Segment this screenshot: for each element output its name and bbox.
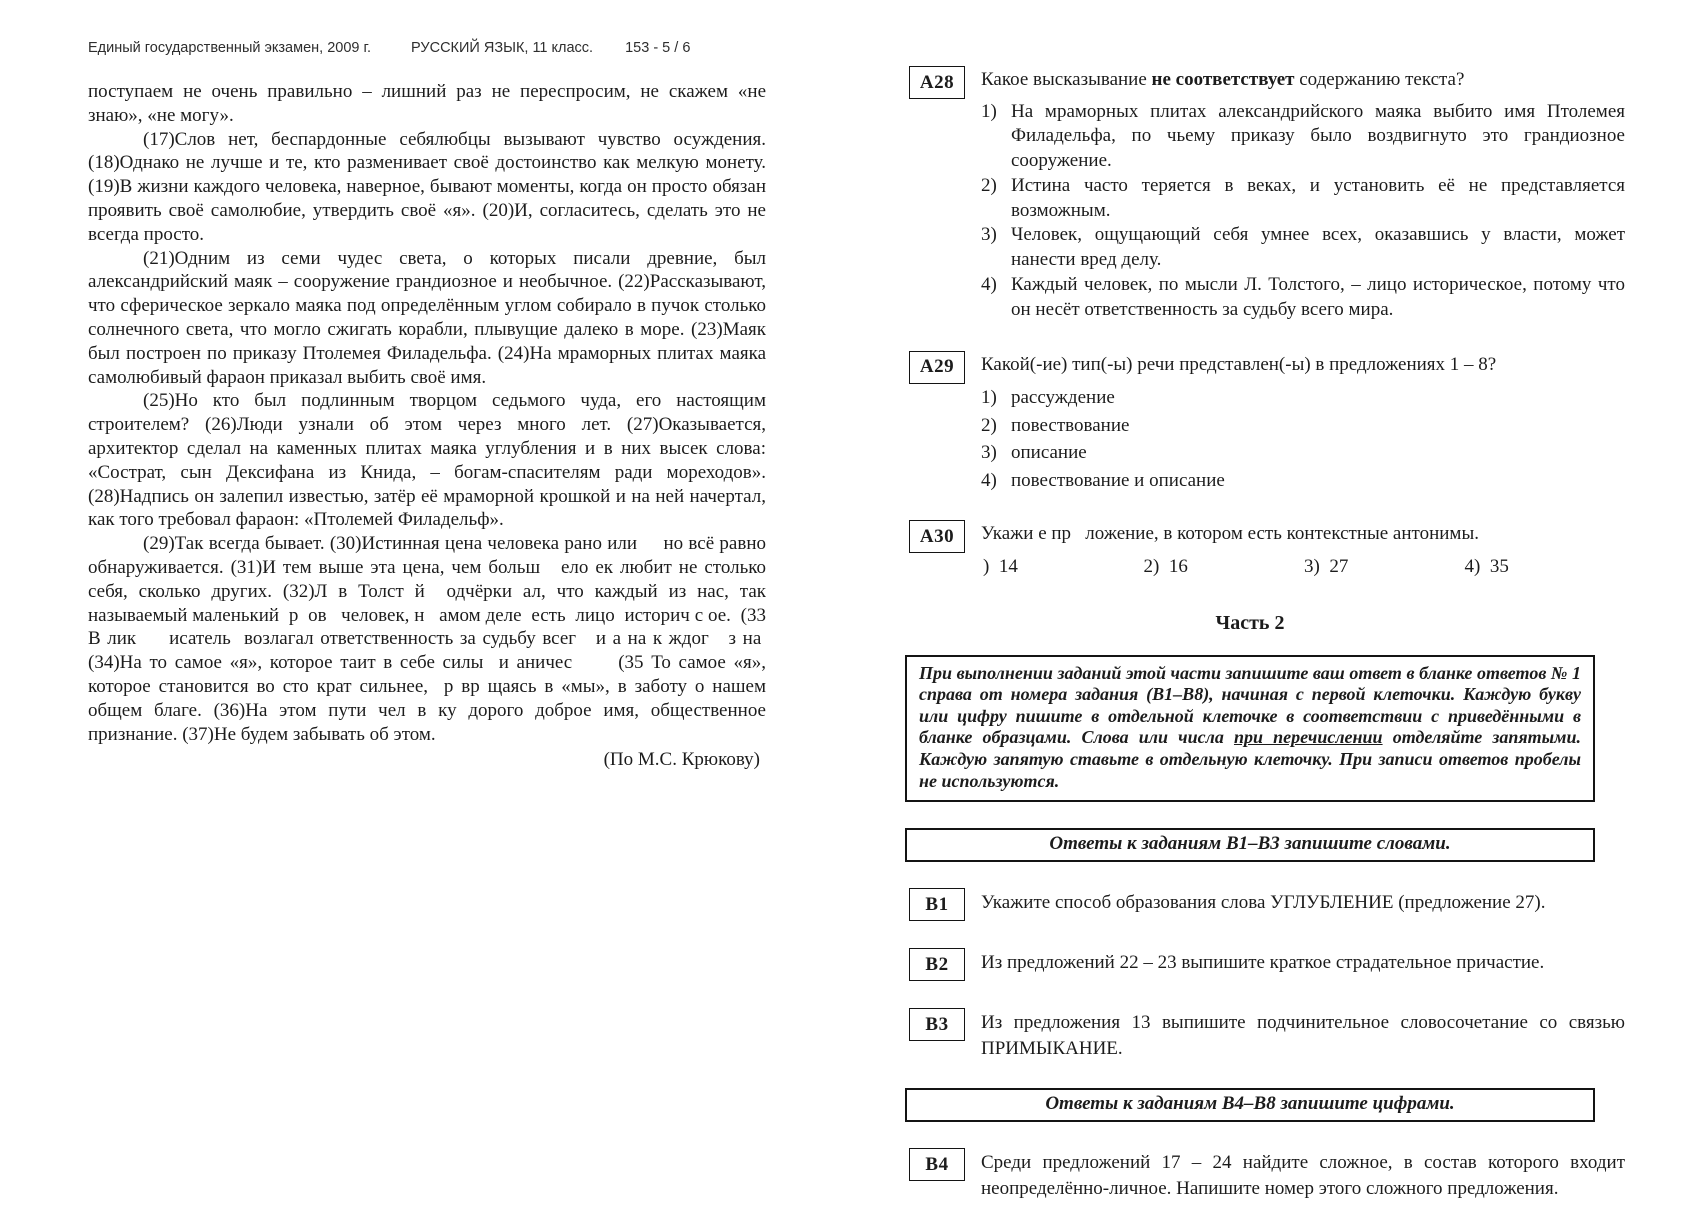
option-text: На мраморных плитах александрийского маяка выбито имя Птолемея Филадельфа, по чьему приказу было воздвигнуто это грандиозное сооружение. [1011, 100, 1625, 172]
answer-option: 4) 35 [1464, 555, 1509, 577]
part2-instructions [905, 655, 1595, 803]
option-text: Человек, ощущающий себя умнее всех, оказавшись у власти, может нанести вред делу. [1011, 224, 1625, 271]
answer-option [981, 412, 1625, 440]
passage-paragraph: (25)Но кто был подлинным творцом седьмого чуда, его настоящим строителем? (26)Люди узнали об этом через много лет. (27)Оказывается, архитектор сделал на каменных плитах маяка углубления и в них высек слова: «Сострат, сын Дексифана из Книда, – богам-спасителям ради мореходов». (28)Надпись он залепил известью, затёр её мраморной крошкой и на ней начертал, как того требовал фараон: «Птолемей Филадельф». [88, 390, 766, 531]
task-b4 [855, 1148, 1625, 1202]
banner-b4-b8: Ответы к заданиям В4–В8 запишите цифрами. [905, 1088, 1595, 1122]
part2-instructions-post: отделяйте запятыми. Каждую запятую ставьте в отдельную клеточку. При записи ответов пробелы не используются. [919, 727, 1581, 791]
task-b1 [855, 888, 1625, 921]
question-a29-label: А29 [909, 351, 965, 384]
part2-instructions-underlined: при перечислении [1233, 727, 1383, 748]
task-b2-text: Из предложений 22 – 23 выпишите краткое страдательное причастие. [981, 952, 1545, 974]
answer-option: 2) 16 [1143, 555, 1188, 577]
task-b1-text: Укажите способ образования слова УГЛУБЛЕНИЕ (предложение 27). [981, 892, 1546, 914]
header-subject: РУССКИЙ ЯЗЫК, 11 класс. [411, 40, 594, 56]
question-a28-options [981, 100, 1625, 323]
question-a28-text-post: содержанию текста? [1294, 69, 1465, 90]
task-b4-content [981, 1148, 1625, 1202]
passage-paragraph: (17)Слов нет, беспардонные себялюбцы вызывают чувство осуждения. (18)Однако не лучше и те, кто разменивает своё достоинство как мелкую монету. (19)В жизни каждого человека, наверное, бывают моменты, когда он просто обязан проявить своё самолюбие, утвердить своё «я». (20)И, согласитесь, сделать это не всегда просто. [88, 128, 766, 245]
task-b3 [855, 1008, 1625, 1062]
question-a30 [855, 520, 1625, 578]
question-a30-options [981, 556, 1625, 578]
task-b1-content [981, 888, 1625, 921]
task-b2-content [981, 948, 1625, 981]
option-text: Каждый человек, по мысли Л. Толстого, – лицо историческое, потому что он несёт ответственность за судьбу всего мира. [1011, 274, 1625, 320]
task-b4-label: В4 [909, 1148, 965, 1181]
task-b1-label: В1 [909, 888, 965, 921]
question-a29-content [981, 351, 1625, 495]
question-a28-content [981, 66, 1625, 323]
option-text: повествование [1011, 414, 1130, 436]
passage-attribution: (По М.С. Крюкову) [603, 749, 760, 771]
option-number: 1) [981, 387, 997, 409]
option-number: 1) [981, 100, 997, 122]
answer-option [981, 439, 1625, 467]
question-a29-options [981, 384, 1625, 494]
answer-option: 3) 27 [1304, 555, 1349, 577]
task-b3-text: Из предложения 13 выпишите подчинительное словосочетание со связью ПРИМЫКАНИЕ. [981, 1012, 1625, 1060]
option-number: 3) [981, 224, 997, 246]
passage-paragraph: (21)Одним из семи чудес света, о которых писали древние, был александрийский маяк – сооружение грандиозное и необычное. (22)Рассказывают, что сферическое зеркало маяка под определённым углом собирало в пучок столько солнечного света, что могло сжигать корабли, плывущие далеко в море. (23)Маяк был построен по приказу Птолемея Филадельфа. (24)На мраморных плитах маяка самолюбивый фараон приказал выбить своё имя. [88, 247, 766, 388]
answer-option [981, 384, 1625, 412]
task-b2-label: В2 [909, 948, 965, 981]
question-a29-text: Какой(-ие) тип(-ы) речи представлен(-ы) в предложениях 1 – 8? [981, 353, 1497, 375]
question-a28-label: А28 [909, 66, 965, 99]
option-number: 2) [981, 174, 997, 196]
answer-option [981, 223, 1625, 273]
left-column [88, 40, 766, 772]
right-column [855, 66, 1625, 1229]
question-a29 [855, 351, 1625, 495]
header-exam-title: Единый государственный экзамен, 2009 г. [88, 40, 372, 56]
header-page-code: 153 - 5 / 6 [625, 40, 691, 56]
question-a28-text-bold: не соответствует [1151, 69, 1295, 90]
option-number: 4) [981, 469, 997, 491]
answer-option: ) 14 [983, 555, 1018, 577]
answer-option [981, 467, 1625, 495]
option-number: 4) [981, 274, 997, 296]
option-text: рассуждение [1011, 387, 1115, 409]
option-text: повествование и описание [1011, 469, 1225, 491]
option-text: Истина часто теряется в веках, и установить её не представляется возможным. [1011, 174, 1625, 221]
question-a30-content [981, 520, 1625, 578]
banner-b1-b3: Ответы к заданиям В1–В3 запишите словами. [905, 828, 1595, 862]
answer-option [981, 100, 1625, 174]
task-b3-label: В3 [909, 1008, 965, 1041]
option-number: 2) [981, 414, 997, 436]
option-text: описание [1011, 442, 1087, 464]
question-a30-text: Укажи е пр ложение, в котором есть контекстные антонимы. [981, 523, 1479, 545]
passage-paragraph: (29)Так всегда бывает. (30)Истинная цена человека рано или но всё равно обнаруживается. (31)И тем выше эта цена, чем больш ело ек любит не столько себя, сколько других. (32)Л в Толст й одчёрки ал, что каждый из нас, так называемый маленький р ов человек, н амом деле есть лицо историч с ое. (33 В лик исатель возлагал ответственность за судьбу всег и а на к ждог з на (34)На то самое «я», которое таит в себе силы и аничес (35 То самое «я», которое становится во сто крат сильнее, р вр щаясь в «мы», в заботу о нашем общем благе. (36)На этом пути чел в ку дорого доброе имя, общественное признание. (37)Не будем забывать об этом. [88, 533, 766, 745]
question-a28-text-pre: Какое высказывание [981, 69, 1152, 90]
answer-option [981, 273, 1625, 323]
answer-option [981, 174, 1625, 224]
part2-heading: Часть 2 [1215, 611, 1285, 634]
reading-passage [88, 80, 766, 772]
page-header [88, 40, 766, 56]
task-b3-content [981, 1008, 1625, 1062]
passage-paragraph: поступаем не очень правильно – лишний раз не переспросим, не скажем «не знаю», «не могу». [88, 81, 766, 126]
part2-instructions-pre: При выполнении заданий этой части запишите ваш ответ в бланке ответов № 1 справа от номера задания (В1–В8), начиная с первой клеточки. Каждую букву или цифру пишите в отдельной клеточке в соответствии с приведёнными в бланке образцами. Слова или числа [919, 662, 1581, 748]
task-b4-text: Среди предложений 17 – 24 найдите сложное, в состав которого входит неопределённо-личное. Напишите номер этого сложного предложения. [981, 1152, 1625, 1200]
task-b2 [855, 948, 1625, 981]
question-a28 [855, 66, 1625, 323]
question-a30-label: А30 [909, 520, 965, 553]
option-number: 3) [981, 442, 997, 464]
question-a28-text [981, 68, 1625, 93]
